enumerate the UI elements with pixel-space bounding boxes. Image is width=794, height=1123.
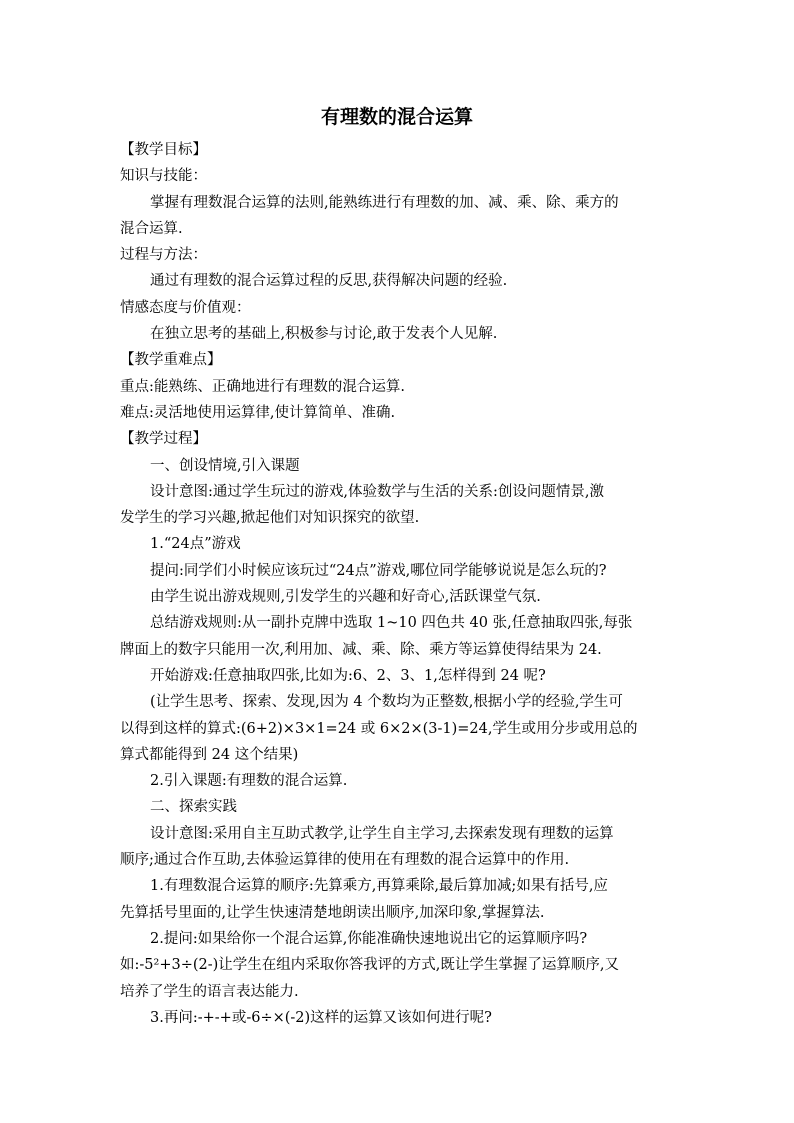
text-line: 在独立思考的基础上,积极参与讨论,敢于发表个人见解. — [150, 326, 498, 343]
text-line: 如:-5²+3÷(2-)让学生在组内采取你答我评的方式,既让学生掌握了运算顺序,又 — [120, 957, 620, 974]
text-line: 二、探索实践 — [150, 799, 237, 816]
text-line: 【教学目标】 — [120, 142, 207, 158]
document-title: 有理数的混合运算 — [320, 106, 473, 128]
text-line: 过程与方法： — [120, 247, 207, 264]
text-line: 情感态度与价值观： — [120, 299, 251, 316]
text-line: 难点:灵活地使用运算律,使计算简单、准确. — [120, 404, 396, 421]
text-line: 顺序;通过合作互助,去体验运算律的使用在有理数的混合运算中的作用. — [120, 852, 570, 869]
text-line: 3.再问:-+-+或-6÷×(-2)这样的运算又该如何进行呢? — [150, 1009, 492, 1026]
text-line: 总结游戏规则:从一副扑克牌中选取 1~10 四色共 40 张,任意抽取四张,每张 — [150, 615, 633, 632]
text-line: 2.提问:如果给你一个混合运算,你能准确快速地说出它的运算顺序吗? — [150, 930, 588, 947]
text-line: 2.引入课题:有理数的混合运算. — [150, 773, 348, 790]
text-line: 牌面上的数字只能用一次,利用加、减、乘、除、乘方等运算使得结果为 24. — [120, 641, 602, 658]
text-line: 先算括号里面的,让学生快速清楚地朗读出顺序,加深印象,掌握算法. — [120, 904, 545, 921]
text-line: 【教学过程】 — [120, 431, 207, 448]
text-line: 通过有理数的混合运算过程的反思,获得解决问题的经验. — [150, 273, 508, 290]
text-line: 知识与技能： — [120, 168, 207, 185]
text-line: 算式都能得到 24 这个结果) — [120, 746, 299, 763]
text-line: (让学生思考、探索、发现,因为 4 个数均为正整数,根据小学的经验,学生可 — [150, 694, 623, 711]
text-line: 一、创设情境,引入课题 — [150, 457, 300, 474]
text-line: 1.“24点”游戏 — [150, 536, 241, 553]
document-body — [120, 137, 674, 1031]
text-line: 提问:同学们小时候应该玩过“24点”游戏,哪位同学能够说说是怎么玩的? — [150, 562, 607, 579]
text-line: 重点:能熟练、正确地进行有理数的混合运算. — [120, 378, 405, 395]
text-line: 以得到这样的算式:(6+2)×3×1=24 或 6×2×(3-1)=24,学生或用分步或用总的 — [120, 720, 638, 737]
text-line: 混合运算. — [120, 220, 183, 237]
text-line: 培养了学生的语言表达能力. — [120, 983, 299, 1000]
text-line: 由学生说出游戏规则,引发学生的兴趣和好奇心,活跃课堂气氛. — [150, 589, 541, 606]
text-line: 掌握有理数混合运算的法则,能熟练进行有理数的加、减、乘、除、乘方的 — [150, 194, 619, 211]
text-line: 开始游戏:任意抽取四张,比如为:6、2、3、1,怎样得到 24 呢? — [150, 667, 546, 684]
text-line: 发学生的学习兴趣,掀起他们对知识探究的欲望. — [120, 510, 420, 527]
text-line: 设计意图:采用自主互助式教学,让学生自主学习,去探索发现有理数的运算 — [150, 825, 614, 842]
text-line: 1.有理数混合运算的顺序:先算乘方,再算乘除,最后算加减;如果有括号,应 — [150, 878, 608, 895]
text-line: 【教学重难点】 — [120, 352, 222, 369]
text-line: 设计意图:通过学生玩过的游戏,体验数学与生活的关系:创设问题情景,激 — [150, 483, 604, 500]
